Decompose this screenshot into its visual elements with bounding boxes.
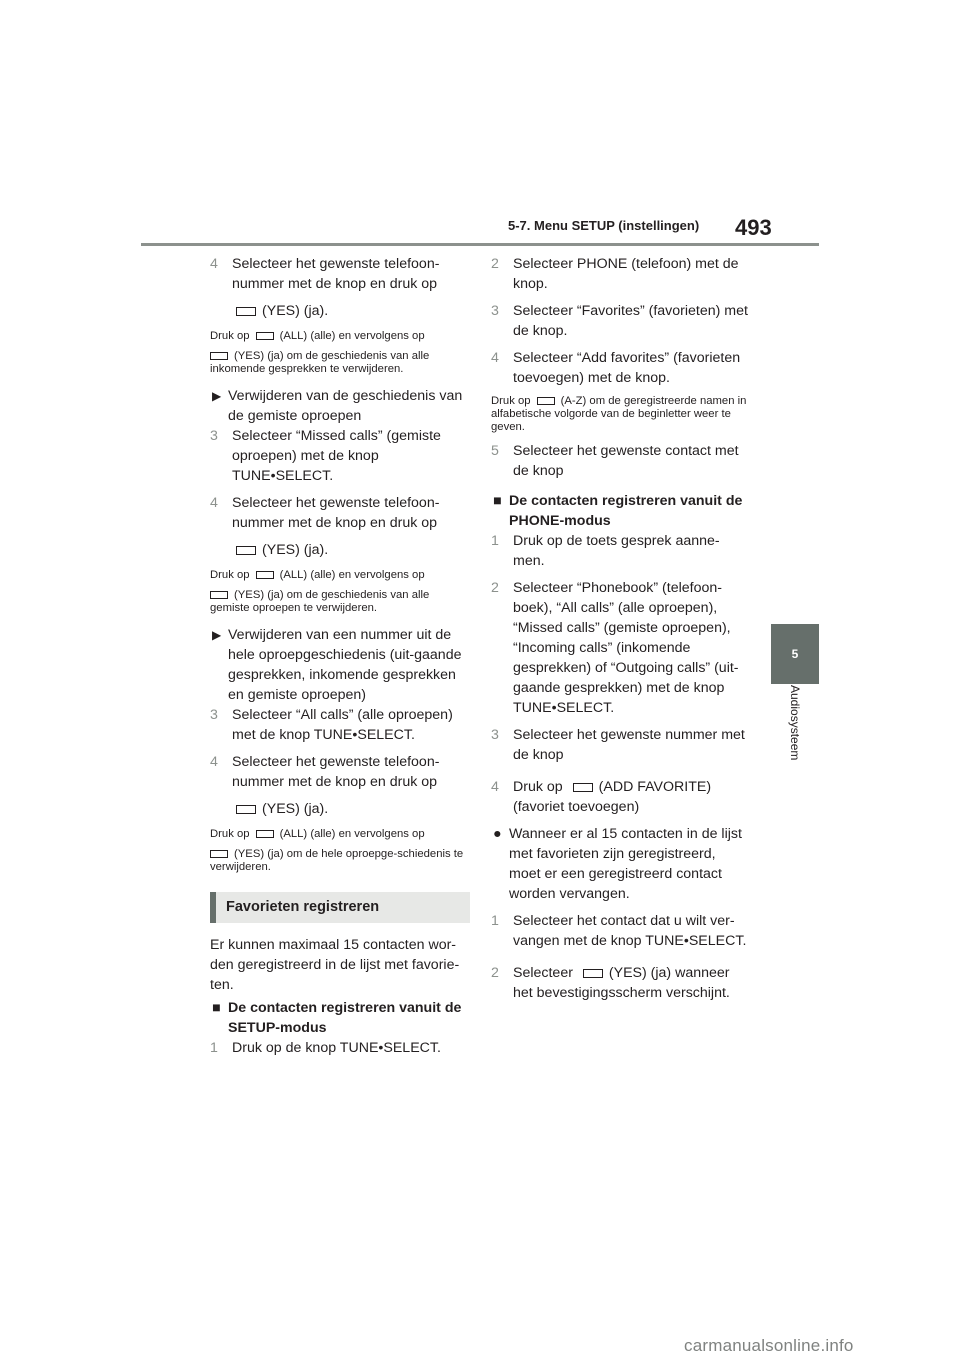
- step-text: (ADD FAVORITE) (favoriet toevoegen): [513, 779, 712, 815]
- note-prefix: Druk op: [491, 395, 531, 407]
- note-text: (YES) (ja) om de geschiedenis van alle gemiste oproepen te verwijderen.: [210, 589, 430, 614]
- chapter-label-text: Audiosysteem: [788, 685, 802, 761]
- paragraph: Er kunnen maximaal 15 contacten wor-den geregistreerd in de lijst met favorie-ten.: [210, 937, 460, 993]
- chapter-label: [783, 685, 807, 785]
- soft-key-icon: [236, 805, 256, 814]
- step-text: Selecteer “Favorites” (favorieten) met de knop.: [513, 303, 748, 339]
- step: [491, 725, 751, 765]
- chapter-number: 5: [791, 647, 799, 661]
- triangle-icon: ▶: [212, 628, 222, 642]
- note-prefix: Druk op: [210, 569, 250, 581]
- step: [491, 911, 751, 951]
- right-column: [491, 254, 751, 1010]
- step: [491, 441, 751, 481]
- note-text: (YES) (ja) om de geschiedenis van alle inkomende gesprekken te verwijderen.: [210, 350, 430, 375]
- subheading-text: De contacten registreren vanuit de SETUP-modus: [228, 1000, 462, 1036]
- button-label: (YES) (ja).: [262, 303, 329, 319]
- step-number: 3: [491, 727, 499, 743]
- note: [210, 828, 470, 874]
- step-number: 1: [491, 913, 499, 929]
- note-prefix: Druk op: [210, 828, 250, 840]
- subheading-text: De contacten registreren vanuit de PHONE-modus: [509, 493, 743, 529]
- section-heading: Favorieten registreren: [210, 892, 470, 923]
- note-prefix: Druk op: [210, 330, 250, 342]
- note: [491, 395, 751, 434]
- chapter-tab: [771, 624, 819, 684]
- step: [210, 1038, 470, 1058]
- step-number: 2: [491, 580, 499, 596]
- step: [491, 301, 751, 341]
- step-text: Druk op de toets gesprek aanne-men.: [513, 533, 720, 569]
- step: [210, 493, 470, 533]
- button-line: [210, 301, 470, 321]
- triangle-icon: ▶: [212, 389, 222, 403]
- bullet-icon: ●: [493, 826, 502, 842]
- note-text: (ALL) (alle) en vervolgens op: [279, 569, 425, 581]
- step-number: 2: [491, 965, 499, 981]
- header-rule: [141, 243, 819, 246]
- page-number: 493: [735, 215, 772, 240]
- soft-key-icon: [256, 830, 274, 838]
- step: [210, 705, 470, 745]
- subheading: [491, 491, 751, 531]
- step-text: Selecteer: [513, 965, 573, 981]
- step-number: 2: [491, 256, 499, 272]
- step-text: Selecteer “Missed calls” (gemiste oproepen) met de knop TUNE•SELECT.: [232, 428, 441, 484]
- button-line: [210, 799, 470, 819]
- square-icon: ■: [493, 493, 502, 509]
- note-text: (ALL) (alle) en vervolgens op: [279, 828, 425, 840]
- step-number: 4: [210, 754, 218, 770]
- step: [210, 254, 470, 294]
- step-number: 3: [210, 428, 218, 444]
- step-number: 5: [491, 443, 499, 459]
- step-text: Selecteer het contact dat u wilt ver-vangen met de knop TUNE•SELECT.: [513, 913, 747, 949]
- step-text: Selecteer “Phonebook” (telefoon-boek), “All calls” (alle oproepen), “Missed calls” (gemiste oproepen), “Incoming calls” (inkomende gesprekken) of “Outgoing calls” (uit-gaande gesprekken) met de knop TUNE•SELECT.: [513, 580, 739, 716]
- soft-key-icon: [236, 546, 256, 555]
- soft-key-icon: [210, 591, 228, 599]
- soft-key-icon: [573, 783, 593, 792]
- step: [491, 963, 751, 1003]
- step-text: Selecteer PHONE (telefoon) met de knop.: [513, 256, 739, 292]
- note: [210, 330, 470, 376]
- button-label: (YES) (ja).: [262, 801, 329, 817]
- step-text: Druk op: [513, 779, 563, 795]
- step: [491, 777, 751, 817]
- step-number: 1: [210, 1040, 218, 1056]
- section-title: 5-7. Menu SETUP (instellingen): [508, 218, 700, 233]
- step-number: 4: [210, 495, 218, 511]
- step-text: Selecteer het gewenste nummer met de knop: [513, 727, 745, 763]
- subheading-text: Verwijderen van de geschiedenis van de gemiste oproepen: [228, 388, 463, 424]
- step: [210, 752, 470, 792]
- soft-key-icon: [236, 307, 256, 316]
- note: [210, 569, 470, 615]
- soft-key-icon: [210, 352, 228, 360]
- square-icon: ■: [212, 1000, 221, 1016]
- step-number: 1: [491, 533, 499, 549]
- subheading: [210, 625, 470, 705]
- step-text: Selecteer “All calls” (alle oproepen) met de knop TUNE•SELECT.: [232, 707, 453, 743]
- soft-key-icon: [537, 397, 555, 405]
- note-text: (YES) (ja) om de hele oproepge-schiedenis te verwijderen.: [210, 848, 464, 873]
- step-number: 4: [491, 350, 499, 366]
- step-text: Selecteer het gewenste contact met de knop: [513, 443, 739, 479]
- bullet-text: Wanneer er al 15 contacten in de lijst met favorieten zijn geregistreerd, moet er een geregistreerd contact worden vervangen.: [509, 826, 742, 902]
- step: [491, 348, 751, 388]
- step: [491, 578, 751, 718]
- step: [491, 531, 751, 571]
- step-number: 3: [491, 303, 499, 319]
- note-text: (A-Z) om de geregistreerde namen in alfabetische volgorde van de beginletter weer te geven.: [491, 395, 747, 433]
- step-text: Druk op de knop TUNE•SELECT.: [232, 1040, 441, 1056]
- button-line: [210, 540, 470, 560]
- step-text: Selecteer het gewenste telefoon-nummer met de knop en druk op: [232, 495, 440, 531]
- soft-key-icon: [210, 850, 228, 858]
- step-text: Selecteer het gewenste telefoon-nummer met de knop en druk op: [232, 754, 440, 790]
- subheading: [210, 386, 470, 426]
- step: [210, 426, 470, 486]
- note-text: (ALL) (alle) en vervolgens op: [279, 330, 425, 342]
- step-number: 3: [210, 707, 218, 723]
- step-number: 4: [210, 256, 218, 272]
- step: [491, 254, 751, 294]
- subheading-text: Verwijderen van een nummer uit de hele oproepgeschiedenis (uit-gaande gesprekken, inkomende gesprekken en gemiste oproepen): [228, 627, 462, 703]
- watermark: carmanualsonline.info: [684, 1336, 854, 1355]
- soft-key-icon: [256, 332, 274, 340]
- subheading: [210, 998, 470, 1038]
- step-text: (YES) (ja) wanneer het bevestigingsscherm verschijnt.: [513, 965, 730, 1001]
- left-column: [210, 254, 470, 1065]
- step-number: 4: [491, 779, 499, 795]
- step-text: Selecteer “Add favorites” (favorieten toevoegen) met de knop.: [513, 350, 741, 386]
- bullet-item: [491, 824, 751, 904]
- soft-key-icon: [583, 969, 603, 978]
- step-text: Selecteer het gewenste telefoon-nummer met de knop en druk op: [232, 256, 440, 292]
- soft-key-icon: [256, 571, 274, 579]
- button-label: (YES) (ja).: [262, 542, 329, 558]
